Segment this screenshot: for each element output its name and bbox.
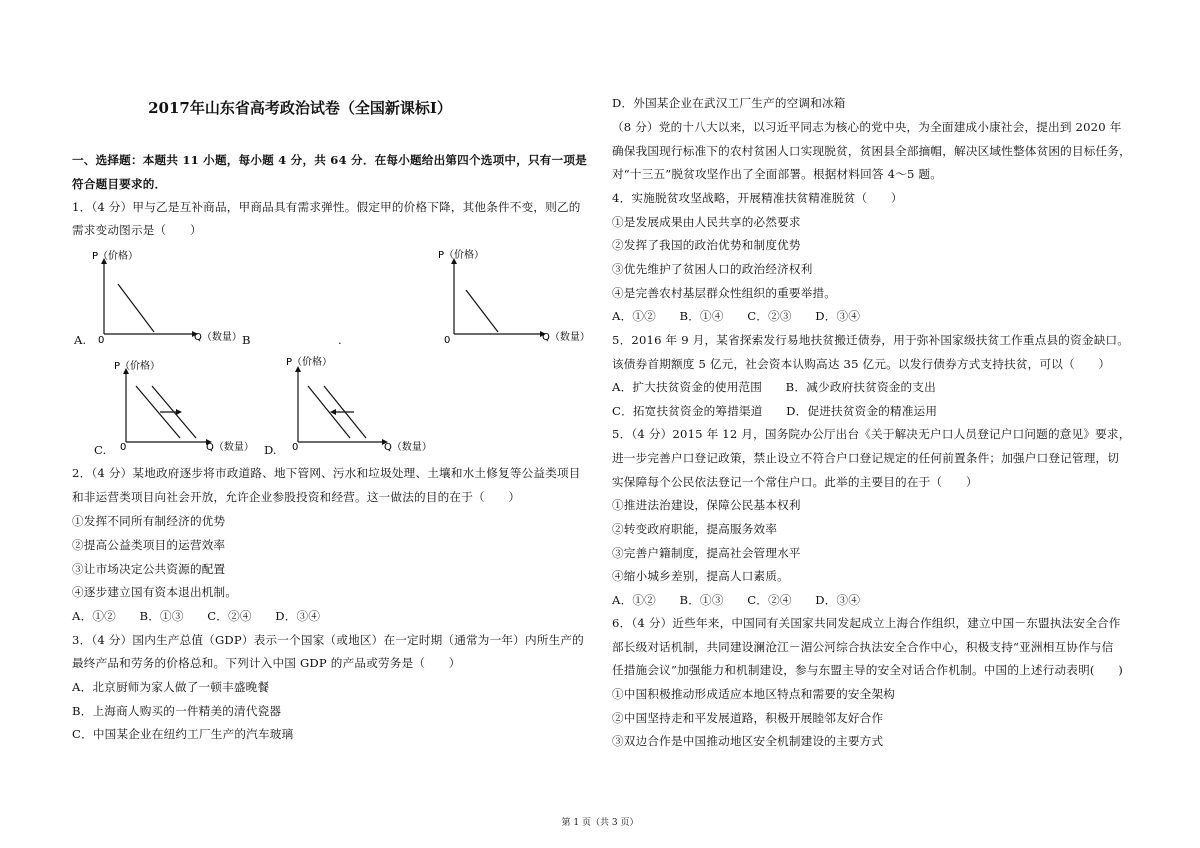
q6-line3: 任措施会议”加强能力和机制建设，参与东盟主导的安全对话合作机制。中国的上述行动表明( ) xyxy=(612,663,1123,677)
price-axis-label: P（价格） xyxy=(286,357,333,368)
q2-line2: 和非运营类项目向社会开放，允许企业参股投资和经营。这一做法的目的在于（ ） xyxy=(72,490,521,504)
q4-line1: 4．实施脱贫攻坚战略，开展精准扶贫精准脱贫（ ） xyxy=(612,191,903,205)
q4-statement-2: ②发挥了我国的政治优势和制度优势 xyxy=(612,238,801,252)
demand-graph-b xyxy=(430,248,600,346)
q1-option-b: B xyxy=(242,333,251,347)
q5b-statement-4: ④缩小城乡差别，提高人口素质。 xyxy=(612,569,789,583)
q5a-options-cd: C．拓宽扶贫资金的筹措渠道 D．促进扶贫资金的精准运用 xyxy=(612,404,938,418)
q2-choices: A．①② B．①③ C．②④ D．③④ xyxy=(72,609,321,623)
origin-label: 0 xyxy=(120,442,127,453)
q5b-choices: A．①② B．①③ C．②④ D．③④ xyxy=(612,593,861,607)
price-axis-label: P（价格） xyxy=(438,250,485,261)
q6-statement-1: ①中国积极推动形成适应本地区特点和需要的安全架构 xyxy=(612,687,896,701)
q5b-statement-2: ②转变政府职能，提高服务效率 xyxy=(612,522,778,536)
q2-line1: 2．（4 分）某地政府逐步将市政道路、地下管网、污水和垃圾处理、土壤和水土修复等公益类项目 xyxy=(72,466,581,480)
quantity-axis-label: Q（数量） xyxy=(206,442,254,453)
q5a-line2: 该债券首期额度 5 亿元，社会资本认购高达 35 亿元。以发行债券方式支持扶贫，可以（ ） xyxy=(612,357,1111,371)
q5a-line1: 5．2016 年 9 月，某省探索发行易地扶贫搬迁债券，用于弥补国家级扶贫工作重点县的资金缺口。 xyxy=(612,333,1130,347)
demand-graph-d xyxy=(284,352,454,456)
q3-line2: 最终产品和劳务的价格总和。下列计入中国 GDP 的产品或劳务是（ ） xyxy=(72,656,461,670)
demand-graph-c xyxy=(112,356,272,456)
q5b-statement-1: ①推进法治建设，保障公民基本权利 xyxy=(612,498,801,512)
q4-statement-4: ④是完善农村基层群众性组织的重要举措。 xyxy=(612,286,837,300)
q4-statement-1: ①是发展成果由人民共享的必然要求 xyxy=(612,215,801,229)
q6-statement-3: ③双边合作是中国推动地区安全机制建设的主要方式 xyxy=(612,734,884,748)
q2-statement-4: ④逐步建立国有资本退出机制。 xyxy=(72,585,238,599)
q1-option-d: D. xyxy=(264,443,277,457)
q3-option-a: A．北京厨师为家人做了一顿丰盛晚餐 xyxy=(72,680,270,694)
shift-arrowhead xyxy=(176,409,182,415)
demand-curve xyxy=(466,290,498,332)
q5b-line3: 实保障每个公民依法登记一个常住户口。此举的主要目的在于（ ） xyxy=(612,475,978,489)
origin-label: 0 xyxy=(98,335,105,346)
q3-line1: 3．（4 分）国内生产总值（GDP）表示一个国家（或地区）在一定时期（通常为一年）内所生产的 xyxy=(72,633,584,647)
q3-option-c: C．中国某企业在纽约工厂生产的汽车玻璃 xyxy=(72,727,294,741)
section-heading-line1: 一、选择题：本题共 11 小题，每小题 4 分，共 64 分．在每小题给出第四个选项中，只有一项是 xyxy=(72,153,587,167)
quantity-axis-label: Q（数量） xyxy=(194,332,242,343)
material-line2: 确保我国现行标准下的农村贫困人口实现脱贫，贫困县全部摘帽，解决区域性整体贫困的目标任务， xyxy=(612,144,1131,158)
price-axis-label: P（价格） xyxy=(114,361,161,372)
demand-curve xyxy=(118,284,154,332)
page-title: 2017年山东省高考政治试卷（全国新课标Ⅰ） xyxy=(148,99,452,117)
q1-line1: 1．（4 分）甲与乙是互补商品，甲商品具有需求弹性。假定甲的价格下降，其他条件不变，则乙的 xyxy=(72,200,581,214)
page-footer: 第 1 页（共 3 页） xyxy=(561,818,639,828)
q5b-line2: 进一步完善户口登记政策，禁止设立不符合户口登记规定的任何前置条件；加强户口登记管理，切 xyxy=(612,451,1120,465)
q1-separator-dot: . xyxy=(338,333,342,347)
q1-line2: 需求变动图示是（ ） xyxy=(72,223,202,237)
q2-statement-3: ③让市场决定公共资源的配置 xyxy=(72,562,226,576)
q6-statement-2: ②中国坚持走和平发展道路，积极开展睦邻友好合作 xyxy=(612,711,884,725)
material-line1: （8 分）党的十八大以来，以习近平同志为核心的党中央，为全面建成小康社会，提出到 2020 年 xyxy=(612,120,1122,134)
q1-option-c: C. xyxy=(94,443,107,457)
origin-label: 0 xyxy=(444,335,451,346)
q2-statement-2: ②提高公益类项目的运营效率 xyxy=(72,538,226,552)
q2-statement-1: ①发挥不同所有制经济的优势 xyxy=(72,514,226,528)
q3-option-d: D．外国某企业在武汉工厂生产的空调和冰箱 xyxy=(612,96,846,110)
q4-statement-3: ③优先维护了贫困人口的政治经济权利 xyxy=(612,262,813,276)
material-line3: 对“十三五”脱贫攻坚作出了全面部署。根据材料回答 4～5 题。 xyxy=(612,167,943,181)
quantity-axis-label: Q（数量） xyxy=(384,442,432,453)
q3-option-b: B．上海商人购买的一件精美的清代瓷器 xyxy=(72,704,282,718)
q4-choices: A．①② B．①④ C．②③ D．③④ xyxy=(612,309,861,323)
q1-option-a: A. xyxy=(74,333,87,347)
price-axis-label: P（价格） xyxy=(92,251,139,262)
q5a-options-ab: A．扩大扶贫资金的使用范围 B．减少政府扶贫资金的支出 xyxy=(612,380,936,394)
origin-label: 0 xyxy=(292,442,299,453)
quantity-axis-label: Q（数量） xyxy=(542,332,590,343)
q5b-line1: 5．（4 分）2015 年 12 月，国务院办公厅出台《关于解决无户口人员登记户口问题的意见》要求， xyxy=(612,427,1131,441)
section-heading-line2: 符合题目要求的． xyxy=(72,177,167,191)
q5b-statement-3: ③完善户籍制度，提高社会管理水平 xyxy=(612,546,801,560)
demand-graph-a xyxy=(90,248,250,346)
q6-line1: 6．（4 分）近些年来，中国同有关国家共同发起成立上海合作组织，建立中国－东盟执法安全合作 xyxy=(612,616,1121,630)
q6-line2: 部长级对话机制，共同建设澜沧江－湄公河综合执法安全合作中心，积极支持“亚洲相互协作与信 xyxy=(612,640,1114,654)
